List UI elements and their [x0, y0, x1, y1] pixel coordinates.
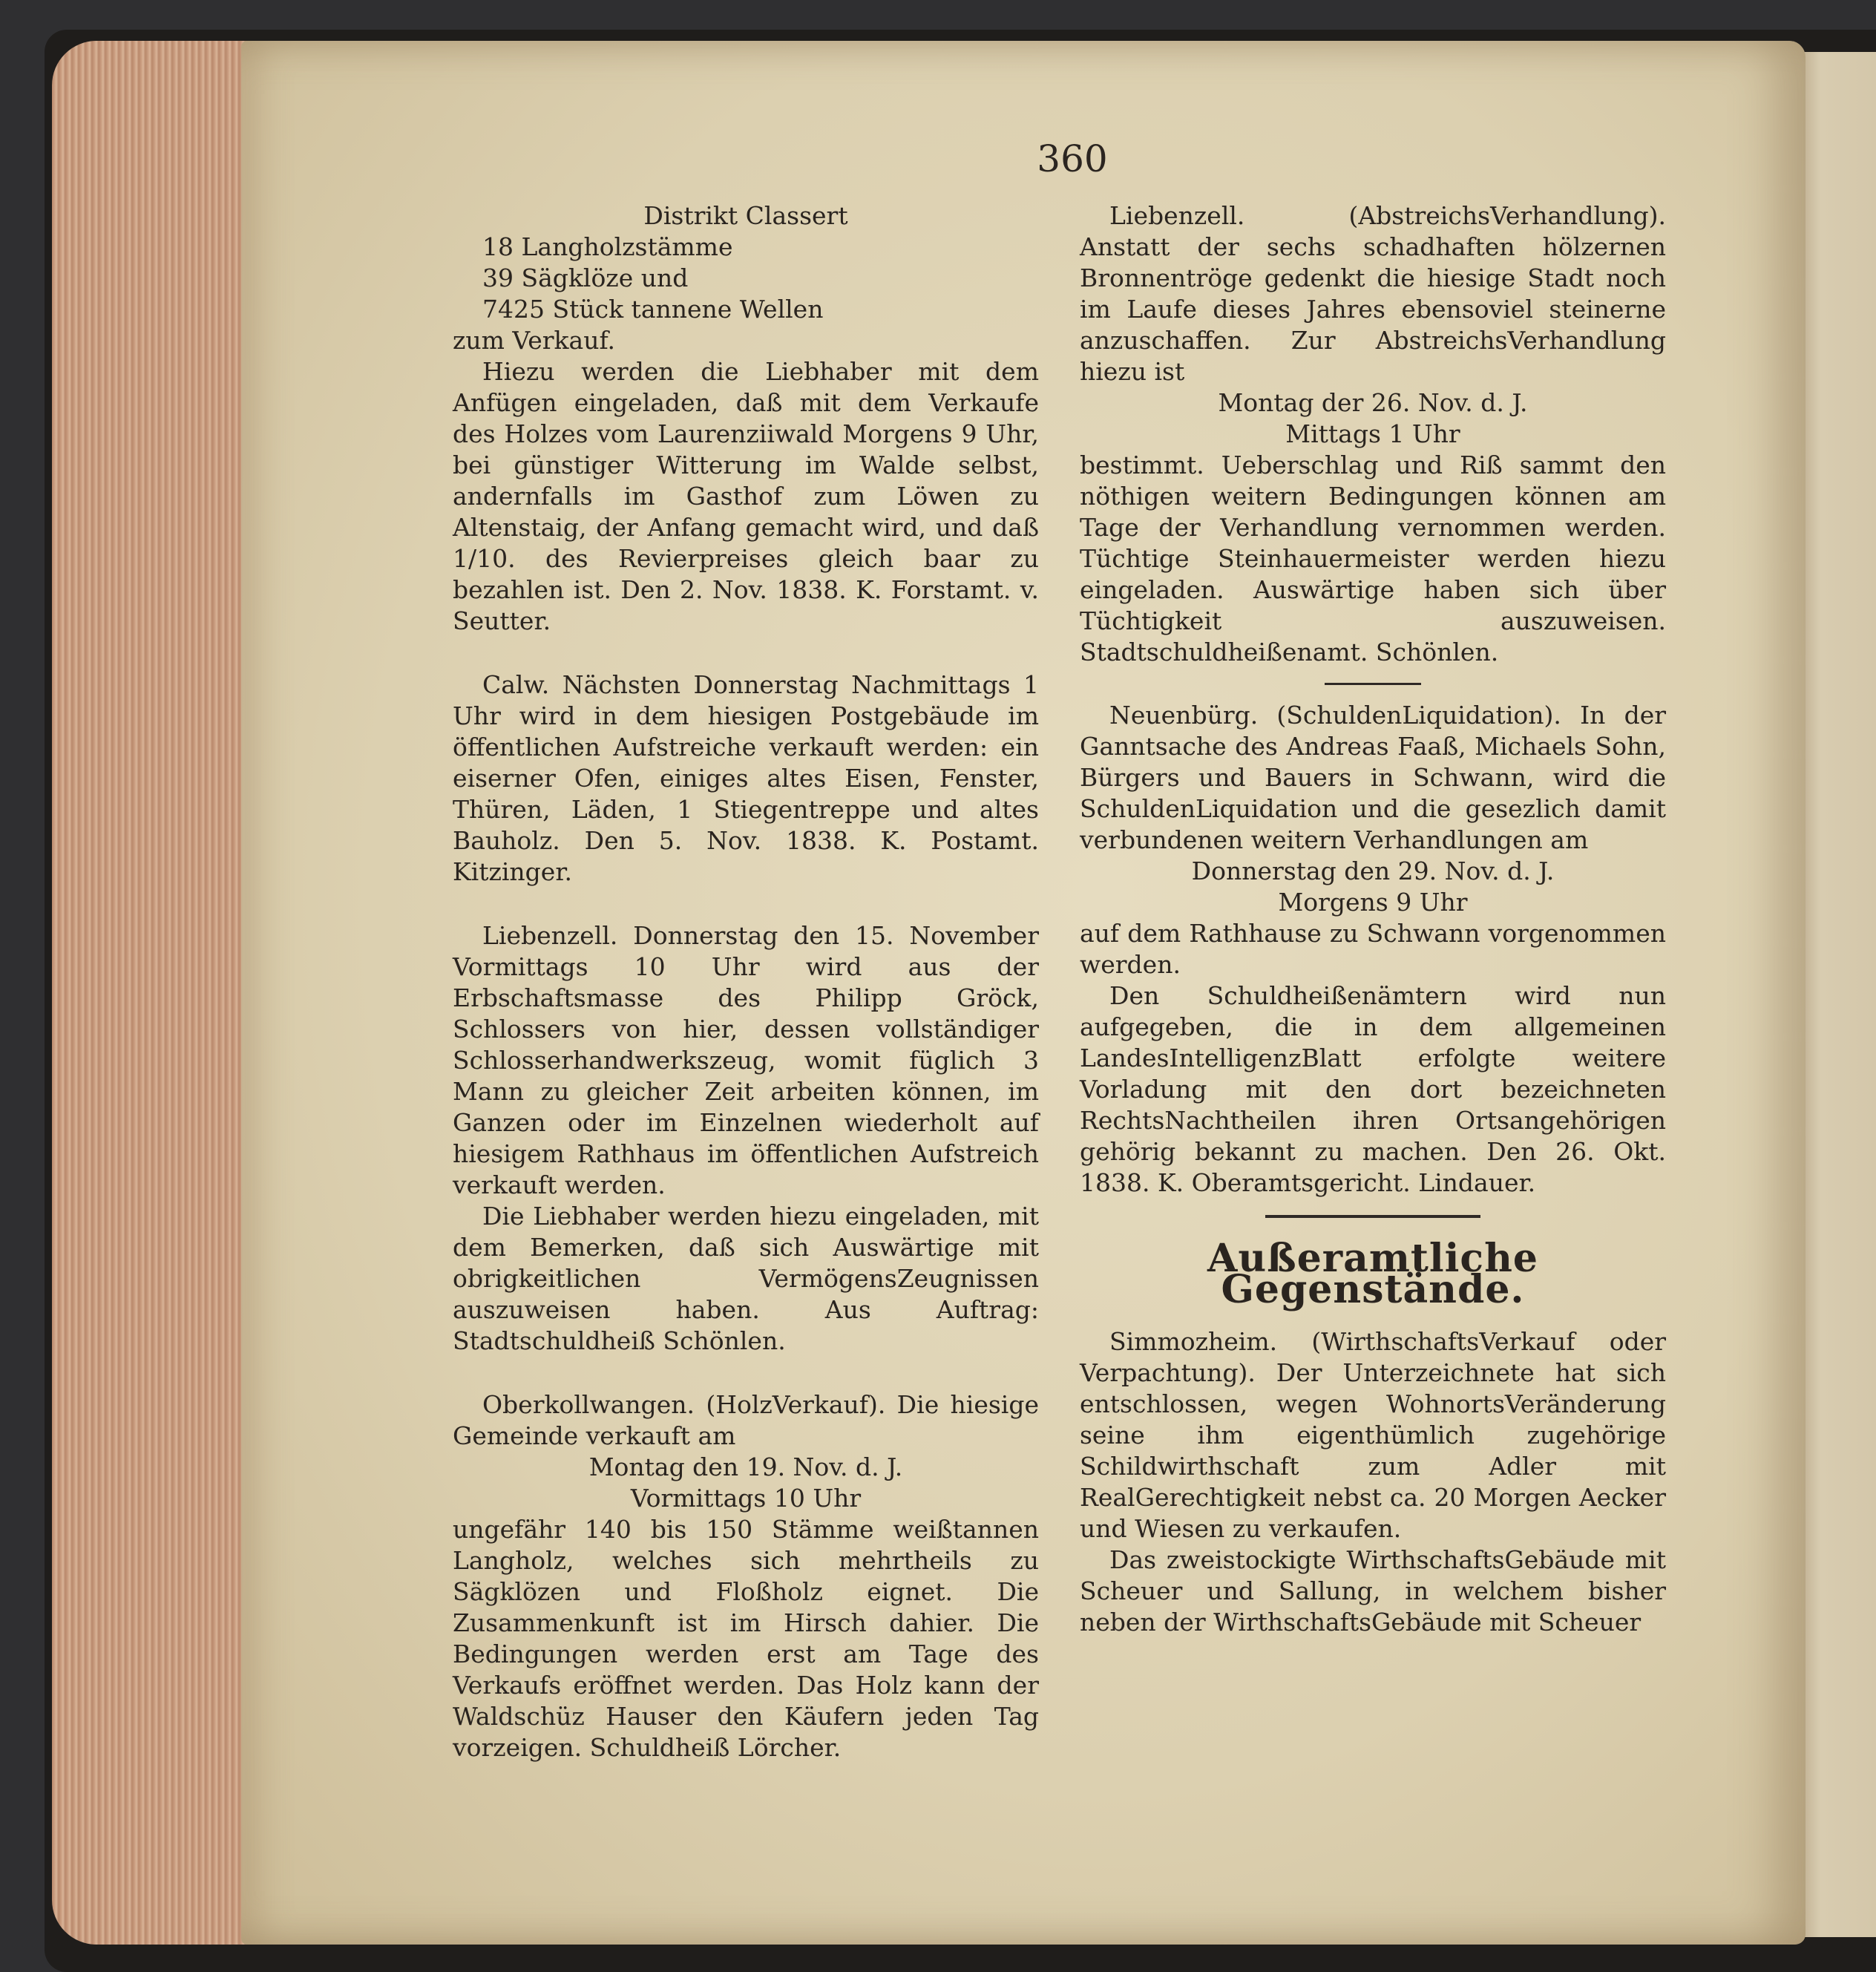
notice-paragraph: Neuenbürg. (SchuldenLiquidation). In der Ganntsache des Andreas Faaß, Michaels Sohn, Bürgers und Bauers in Schwann, wird die SchuldenLiquidation und die gesezlich damit verbundenen weitern Verhandlungen am	[1080, 701, 1666, 854]
notice-paragraph: ungefähr 140 bis 150 Stämme weißtannen Langholz, welches sich mehrtheils zu Sägklözen und Floßholz eignet. Die Zusammenkunft ist im Hirsch dahier. Die Bedingungen werden erst am Tage des Verkaufs eröffnet werden. Das Holz kann der Waldschüz Hauser den Käufern jeden Tag vorzeigen. Schuldheiß Lörcher.	[453, 1515, 1039, 1762]
facing-page-edge	[1796, 52, 1876, 1937]
notice-time: Vormittags 10 Uhr	[630, 1484, 862, 1513]
notice-paragraph: Liebenzell. Donnerstag den 15. November Vormittags 10 Uhr wird aus der Erbschaftsmasse des Philipp Gröck, Schlossers von hier, dessen vollständiger Schlosserhandwerkszeug, womit füglich 3 Mann zu gleicher Zeit arbeiten können, im Ganzen oder im Einzelnen wiederholt auf hiesigem Rathhaus im öffentlichen Aufstreich verkauft werden.	[453, 921, 1039, 1199]
notice-paragraph: auf dem Rathhause zu Schwann vorgenommen werden.	[1080, 919, 1666, 979]
page-number: 360	[1037, 137, 1108, 180]
notice-item-line: 7425 Stück tannene Wellen	[482, 295, 824, 324]
notice-paragraph: Den Schuldheißenämtern wird nun aufgegeben, die in dem allgemeinen LandesIntelligenzBlatt erfolgte weitere Vorladung mit den dort bezeichneten RechtsNachtheilen ihren Ortsangehörigen gehörig bekannt zu machen. Den 26. Okt. 1838. K. Oberamtsgericht. Lindauer.	[1080, 981, 1666, 1197]
section-divider	[1265, 1215, 1480, 1218]
notice-paragraph: Das zweistockigte WirthschaftsGebäude mit Scheuer und Sallung, in welchem bisher neben der WirthschaftsGebäude mit Scheuer	[1080, 1545, 1666, 1637]
notice-district-title: Distrikt Classert	[643, 201, 848, 230]
notice-time: Mittags 1 Uhr	[1285, 419, 1460, 448]
notice-paragraph: Oberkollwangen. (HolzVerkauf). Die hiesige Gemeinde verkauft am	[453, 1390, 1039, 1450]
notice-paragraph: bestimmt. Ueberschlag und Riß sammt den nöthigen weitern Bedingungen können am Tage der Verhandlung vernommen werden. Tüchtige Steinhauermeister werden hiezu eingeladen. Auswärtige haben sich über Tüchtigkeit auszuweisen. Stadtschuldheißenamt. Schönlen.	[1080, 451, 1666, 666]
notice-date: Montag den 19. Nov. d. J.	[588, 1452, 903, 1481]
notice-item-line: 18 Langholzstämme	[482, 232, 733, 261]
notice-paragraph: Die Liebhaber werden hiezu eingeladen, mit dem Bemerken, daß sich Auswärtige mit obrigkeitlichen VermögensZeugnissen auszuweisen haben. Aus Auftrag: Stadtschuldheiß Schönlen.	[453, 1202, 1039, 1355]
notice-paragraph: Liebenzell. (AbstreichsVerhandlung). Anstatt der sechs schadhaften hölzernen Bronnentröge gedenkt die hiesige Stadt noch im Laufe dieses Jahres ebensoviel steinerne anzuschaffen. Zur AbstreichsVerhandlung hiezu ist	[1080, 201, 1666, 386]
notice-paragraph: Calw. Nächsten Donnerstag Nachmittags 1 Uhr wird in dem hiesigen Postgebäude im öffentlichen Aufstreiche verkauft werden: ein eiserner Ofen, einiges altes Eisen, Fenster, Thüren, Läden, 1 Stiegentreppe und altes Bauholz. Den 5. Nov. 1838. K. Postamt. Kitzinger.	[453, 670, 1039, 886]
right-column	[1080, 200, 1666, 1638]
section-divider	[1325, 683, 1421, 685]
notice-item-line: 39 Sägklöze und	[482, 263, 689, 292]
notice-date: Donnerstag den 29. Nov. d. J.	[1191, 856, 1555, 885]
notice-item-line: zum Verkauf.	[453, 326, 615, 355]
notice-time: Morgens 9 Uhr	[1278, 888, 1468, 917]
left-column	[453, 200, 1039, 1763]
section-heading: Außeramtliche Gegenstände.	[1207, 1236, 1538, 1312]
notice-date: Montag der 26. Nov. d. J.	[1218, 388, 1528, 417]
notice-paragraph: Simmozheim. (WirthschaftsVerkauf oder Verpachtung). Der Unterzeichnete hat sich entschlossen, wegen WohnortsVeränderung seine ihm eigenthümlich zugehörige Schildwirthschaft zum Adler mit RealGerechtigkeit nebst ca. 20 Morgen Aecker und Wiesen zu verkaufen.	[1080, 1327, 1666, 1543]
notice-paragraph: Hiezu werden die Liebhaber mit dem Anfügen eingeladen, daß mit dem Verkaufe des Holzes vom Laurenziiwald Morgens 9 Uhr, bei günstiger Witterung im Walde selbst, andernfalls im Gasthof zum Löwen zu Altenstaig, der Anfang gemacht wird, und daß 1/10. des Revierpreises gleich baar zu bezahlen ist. Den 2. Nov. 1838. K. Forstamt. v. Seutter.	[453, 357, 1039, 635]
